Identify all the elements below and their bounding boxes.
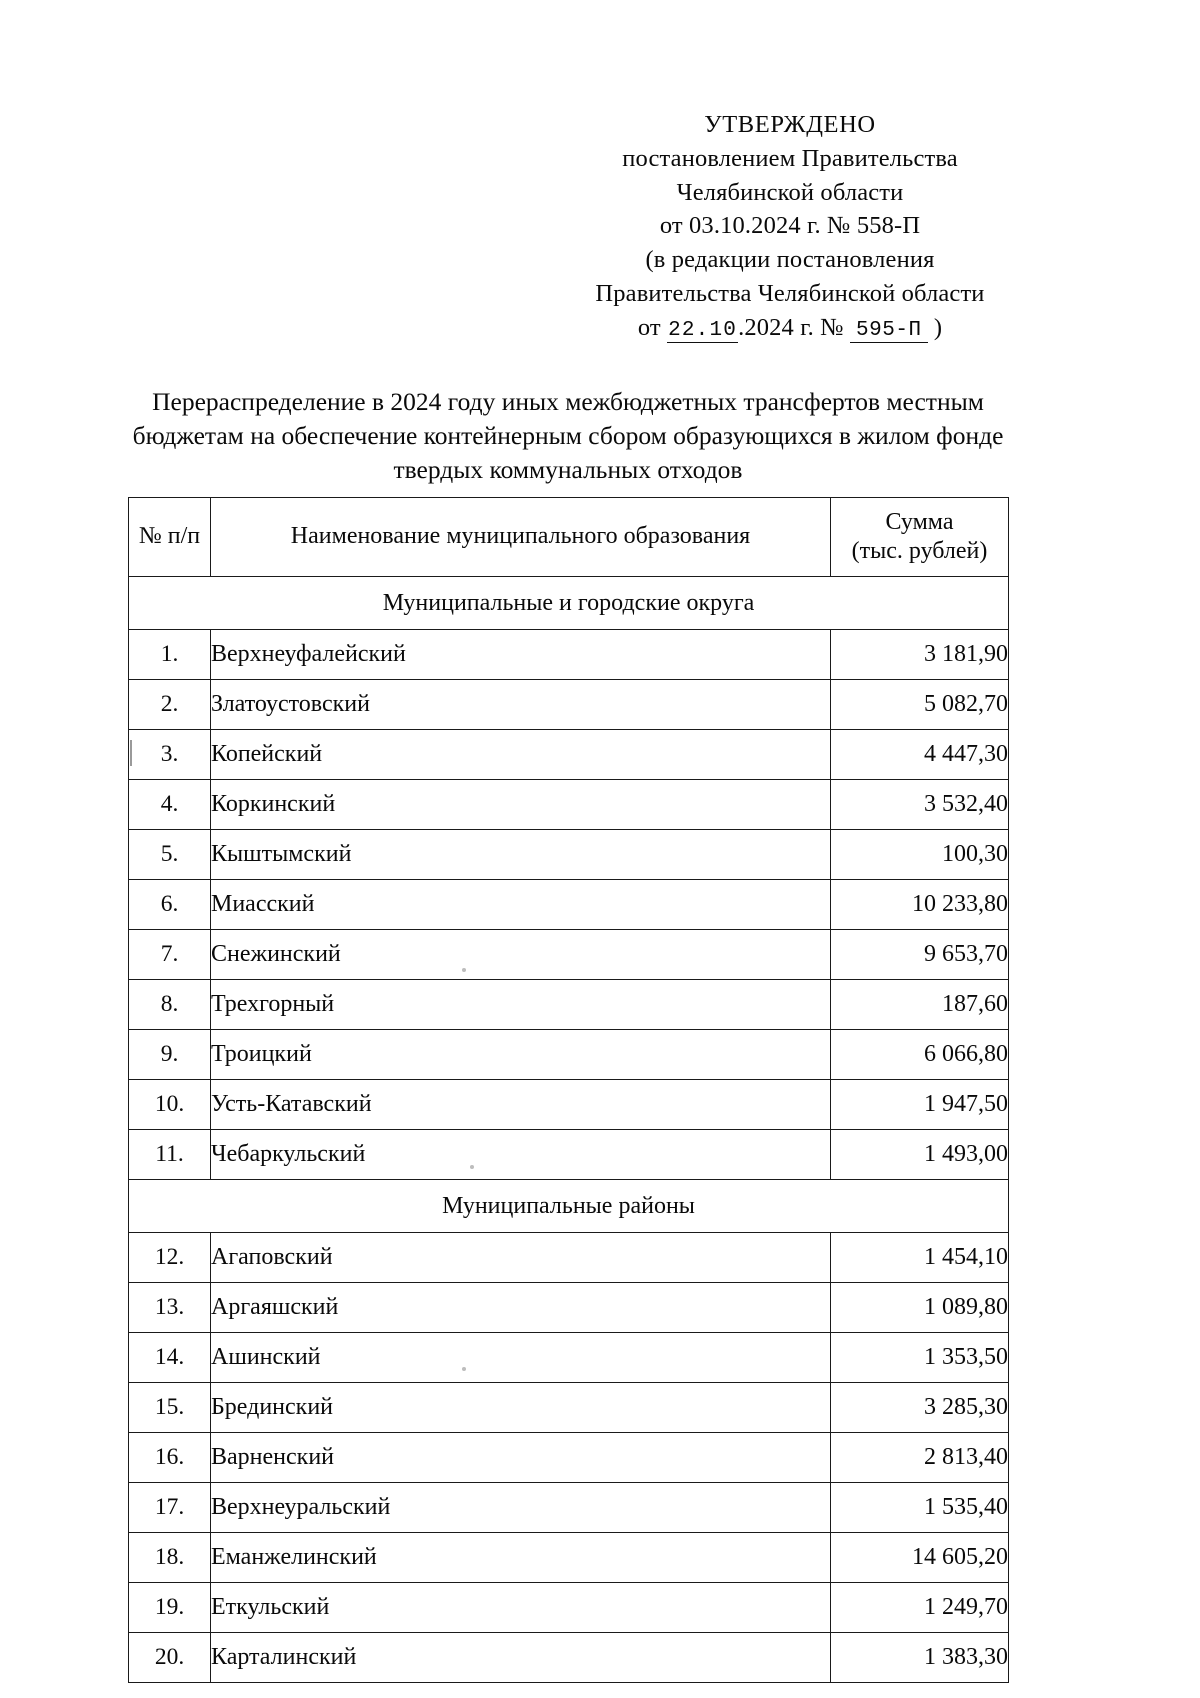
row-number: 13.	[129, 1283, 211, 1333]
scan-speck	[462, 968, 466, 972]
table-row	[129, 780, 1009, 830]
table-row	[129, 1633, 1009, 1683]
row-municipality-name: Брединский	[211, 1383, 831, 1433]
approval-date-mid: .2024 г. №	[738, 313, 844, 341]
row-municipality-name: Снежинский	[211, 930, 831, 980]
row-sum-value: 1 249,70	[831, 1583, 1009, 1633]
approval-line-6: Правительства Челябинской области	[595, 279, 985, 307]
row-municipality-name: Верхнеуральский	[211, 1483, 831, 1533]
approval-block	[560, 108, 1020, 346]
row-municipality-name: Аргаяшский	[211, 1283, 831, 1333]
row-municipality-name: Кыштымский	[211, 830, 831, 880]
row-number: 16.	[129, 1433, 211, 1483]
table-row	[129, 1030, 1009, 1080]
column-header-sum-main: Сумма	[885, 508, 954, 535]
row-number: 18.	[129, 1533, 211, 1583]
allocation-table-wrapper	[128, 497, 1008, 1683]
row-municipality-name: Троицкий	[211, 1030, 831, 1080]
row-number: 14.	[129, 1333, 211, 1383]
scan-edge-mark	[130, 740, 132, 766]
row-number: 2.	[129, 680, 211, 730]
approval-line-3: Челябинской области	[676, 178, 904, 206]
title-line-1: Перераспределение в 2024 году иных межбюджетных трансфертов местным	[152, 387, 984, 416]
column-header-number: № п/п	[129, 498, 211, 577]
row-sum-value: 187,60	[831, 980, 1009, 1030]
table-head	[129, 498, 1009, 577]
row-number: 4.	[129, 780, 211, 830]
table-row	[129, 630, 1009, 680]
row-number: 3.	[129, 730, 211, 780]
table-row	[129, 1333, 1009, 1383]
row-municipality-name: Ашинский	[211, 1333, 831, 1383]
table-section-row	[129, 1180, 1009, 1233]
table-row	[129, 1080, 1009, 1130]
row-number: 17.	[129, 1483, 211, 1533]
table-row	[129, 830, 1009, 880]
table-row	[129, 1130, 1009, 1180]
approval-stamped-number: 595-П	[850, 319, 928, 343]
page-title	[118, 385, 1018, 487]
row-sum-value: 100,30	[831, 830, 1009, 880]
row-municipality-name: Варненский	[211, 1433, 831, 1483]
table-row	[129, 1383, 1009, 1433]
approval-line-2: постановлением Правительства	[622, 144, 958, 172]
row-municipality-name: Копейский	[211, 730, 831, 780]
row-sum-value: 1 493,00	[831, 1130, 1009, 1180]
row-municipality-name: Чебаркульский	[211, 1130, 831, 1180]
table-row	[129, 980, 1009, 1030]
title-line-3: твердых коммунальных отходов	[393, 455, 743, 485]
row-number: 20.	[129, 1633, 211, 1683]
row-sum-value: 14 605,20	[831, 1533, 1009, 1583]
row-sum-value: 10 233,80	[831, 880, 1009, 930]
table-section-label: Муниципальные и городские округа	[129, 577, 1009, 630]
row-sum-value: 4 447,30	[831, 730, 1009, 780]
row-sum-value: 5 082,70	[831, 680, 1009, 730]
table-row	[129, 880, 1009, 930]
row-sum-value: 3 181,90	[831, 630, 1009, 680]
row-sum-value: 6 066,80	[831, 1030, 1009, 1080]
row-number: 19.	[129, 1583, 211, 1633]
row-sum-value: 1 947,50	[831, 1080, 1009, 1130]
row-municipality-name: Карталинский	[211, 1633, 831, 1683]
column-header-sum	[831, 498, 1009, 577]
row-sum-value: 1 454,10	[831, 1233, 1009, 1283]
row-municipality-name: Златоустовский	[211, 680, 831, 730]
row-number: 9.	[129, 1030, 211, 1080]
row-number: 5.	[129, 830, 211, 880]
table-row	[129, 1283, 1009, 1333]
row-municipality-name: Коркинский	[211, 780, 831, 830]
table-body	[129, 577, 1009, 1683]
row-municipality-name: Трехгорный	[211, 980, 831, 1030]
row-sum-value: 1 535,40	[831, 1483, 1009, 1533]
row-municipality-name: Верхнеуфалейский	[211, 630, 831, 680]
table-row	[129, 730, 1009, 780]
row-sum-value: 1 353,50	[831, 1333, 1009, 1383]
row-sum-value: 9 653,70	[831, 930, 1009, 980]
row-municipality-name: Еткульский	[211, 1583, 831, 1633]
table-section-row	[129, 577, 1009, 630]
column-header-sum-units: (тыс. рублей)	[851, 538, 988, 564]
table-row	[129, 1533, 1009, 1583]
table-row	[129, 1433, 1009, 1483]
row-sum-value: 3 285,30	[831, 1383, 1009, 1433]
table-header-row	[129, 498, 1009, 577]
approval-date-prefix: от	[637, 313, 661, 341]
row-municipality-name: Агаповский	[211, 1233, 831, 1283]
row-number: 8.	[129, 980, 211, 1030]
row-sum-value: 1 383,30	[831, 1633, 1009, 1683]
approval-line-5: (в редакции постановления	[645, 246, 935, 274]
row-number: 12.	[129, 1233, 211, 1283]
row-sum-value: 2 813,40	[831, 1433, 1009, 1483]
table-section-label: Муниципальные районы	[129, 1180, 1009, 1233]
row-number: 15.	[129, 1383, 211, 1433]
scan-speck	[470, 1165, 474, 1169]
row-municipality-name: Миасский	[211, 880, 831, 930]
approval-stamped-date: 22.10	[668, 318, 738, 342]
table-row	[129, 1483, 1009, 1533]
row-sum-value: 3 532,40	[831, 780, 1009, 830]
column-header-municipality: Наименование муниципального образования	[211, 498, 831, 577]
table-row	[129, 930, 1009, 980]
title-line-2: бюджетам на обеспечение контейнерным сбором образующихся в жилом фонде	[132, 421, 1004, 451]
row-number: 6.	[129, 880, 211, 930]
row-municipality-name: Еманжелинский	[211, 1533, 831, 1583]
table-row	[129, 680, 1009, 730]
row-number: 11.	[129, 1130, 211, 1180]
row-number: 7.	[129, 930, 211, 980]
row-sum-value: 1 089,80	[831, 1283, 1009, 1333]
table-row	[129, 1583, 1009, 1633]
row-number: 10.	[129, 1080, 211, 1130]
allocation-table	[128, 497, 1009, 1683]
scan-speck	[462, 1367, 466, 1371]
row-number: 1.	[129, 630, 211, 680]
approval-line-4: от 03.10.2024 г. № 558-П	[659, 212, 921, 240]
approval-line-7	[560, 311, 1020, 346]
approval-heading: УТВЕРЖДЕНО	[704, 111, 876, 138]
row-municipality-name: Усть-Катавский	[211, 1080, 831, 1130]
table-row	[129, 1233, 1009, 1283]
approval-close-paren: )	[933, 313, 943, 341]
